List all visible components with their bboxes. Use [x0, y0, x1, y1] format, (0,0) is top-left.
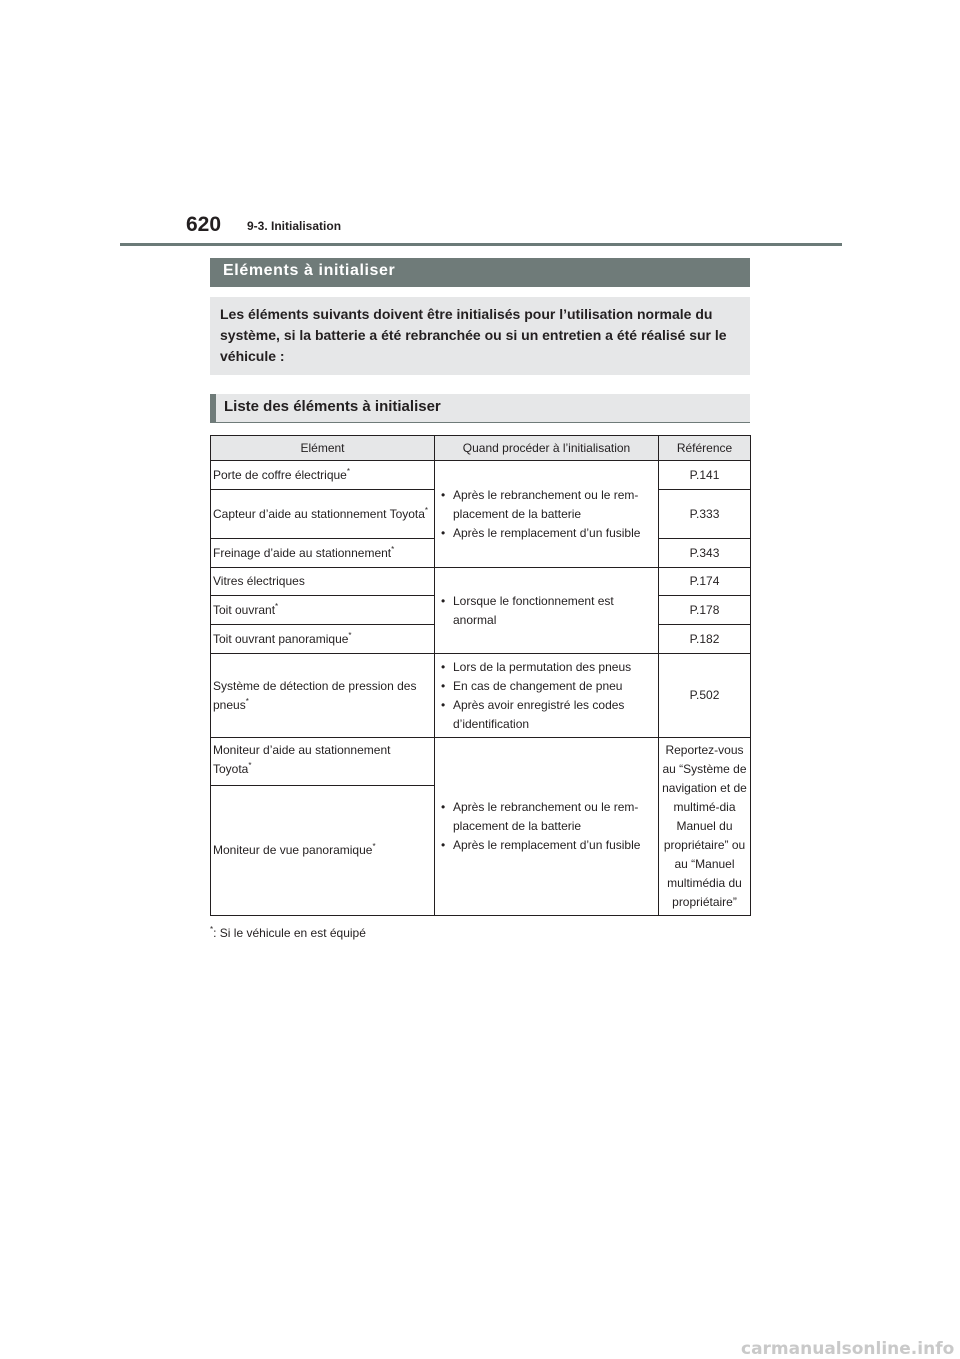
reference-cell: P.343	[659, 539, 751, 568]
element-cell: Système de détection de pression des pneus*	[211, 654, 435, 738]
footnote-text: : Si le véhicule en est équipé	[213, 926, 366, 940]
element-cell: Moniteur de vue panoramique*	[211, 786, 435, 916]
reference-cell: Reportez-vous au “Système de navigation et de multimé-dia Manuel du propriétaire” ou au “Manuel multimédia du propriétaire”	[659, 738, 751, 916]
reference-cell: P.174	[659, 568, 751, 596]
table-row	[211, 568, 751, 596]
element-cell: Toit ouvrant panoramique*	[211, 625, 435, 654]
list-item: • Après avoir enregistré les codes d’identification	[437, 696, 656, 734]
footnote-mark: *	[210, 925, 214, 934]
section-title: Eléments à initialiser	[210, 258, 750, 287]
list-item: • Lors de la permutation des pneus	[437, 658, 656, 677]
reference-cell: P.182	[659, 625, 751, 654]
list-item: • Lorsque le fonctionnement est anormal	[437, 592, 656, 630]
element-cell: Porte de coffre électrique*	[211, 461, 435, 490]
subsection-title: Liste des éléments à initialiser	[210, 394, 750, 423]
table-row	[211, 738, 751, 786]
page-number: 620	[186, 213, 222, 236]
header-when: Quand procéder à l’initialisation	[435, 436, 659, 461]
element-cell: Vitres électriques	[211, 568, 435, 596]
reference-cell: P.502	[659, 654, 751, 738]
section-reference: 9-3. Initialisation	[247, 219, 342, 233]
when-cell	[435, 461, 659, 568]
table-header-row	[211, 436, 751, 461]
element-cell: Freinage d’aide au stationnement*	[211, 539, 435, 568]
when-cell	[435, 738, 659, 916]
items-table	[210, 435, 751, 916]
list-item: • Après le rebranchement ou le rem-placement de la batterie	[437, 486, 656, 524]
intro-paragraph: Les éléments suivants doivent être initialisés pour l’utilisation normale du système, si la batterie a été rebranchée ou si un entretien a été réalisé sur le véhicule :	[210, 297, 750, 375]
header-reference: Référence	[659, 436, 751, 461]
list-item: • Après le rebranchement ou le rem-placement de la batterie	[437, 798, 656, 836]
header-element: Elément	[211, 436, 435, 461]
list-item: • Après le remplacement d’un fusible	[437, 836, 656, 855]
header-rule	[120, 243, 842, 246]
reference-cell: P.178	[659, 596, 751, 625]
footnote	[210, 925, 366, 940]
list-item: • Après le remplacement d’un fusible	[437, 524, 656, 543]
watermark: carmanualsonline.info	[741, 1339, 955, 1359]
table-row	[211, 461, 751, 490]
list-item: • En cas de changement de pneu	[437, 677, 656, 696]
element-cell: Moniteur d’aide au stationnement Toyota*	[211, 738, 435, 786]
element-cell: Toit ouvrant*	[211, 596, 435, 625]
when-cell	[435, 568, 659, 654]
table-row	[211, 654, 751, 738]
element-cell: Capteur d’aide au stationnement Toyota*	[211, 490, 435, 539]
reference-cell: P.333	[659, 490, 751, 539]
reference-cell: P.141	[659, 461, 751, 490]
when-cell	[435, 654, 659, 738]
